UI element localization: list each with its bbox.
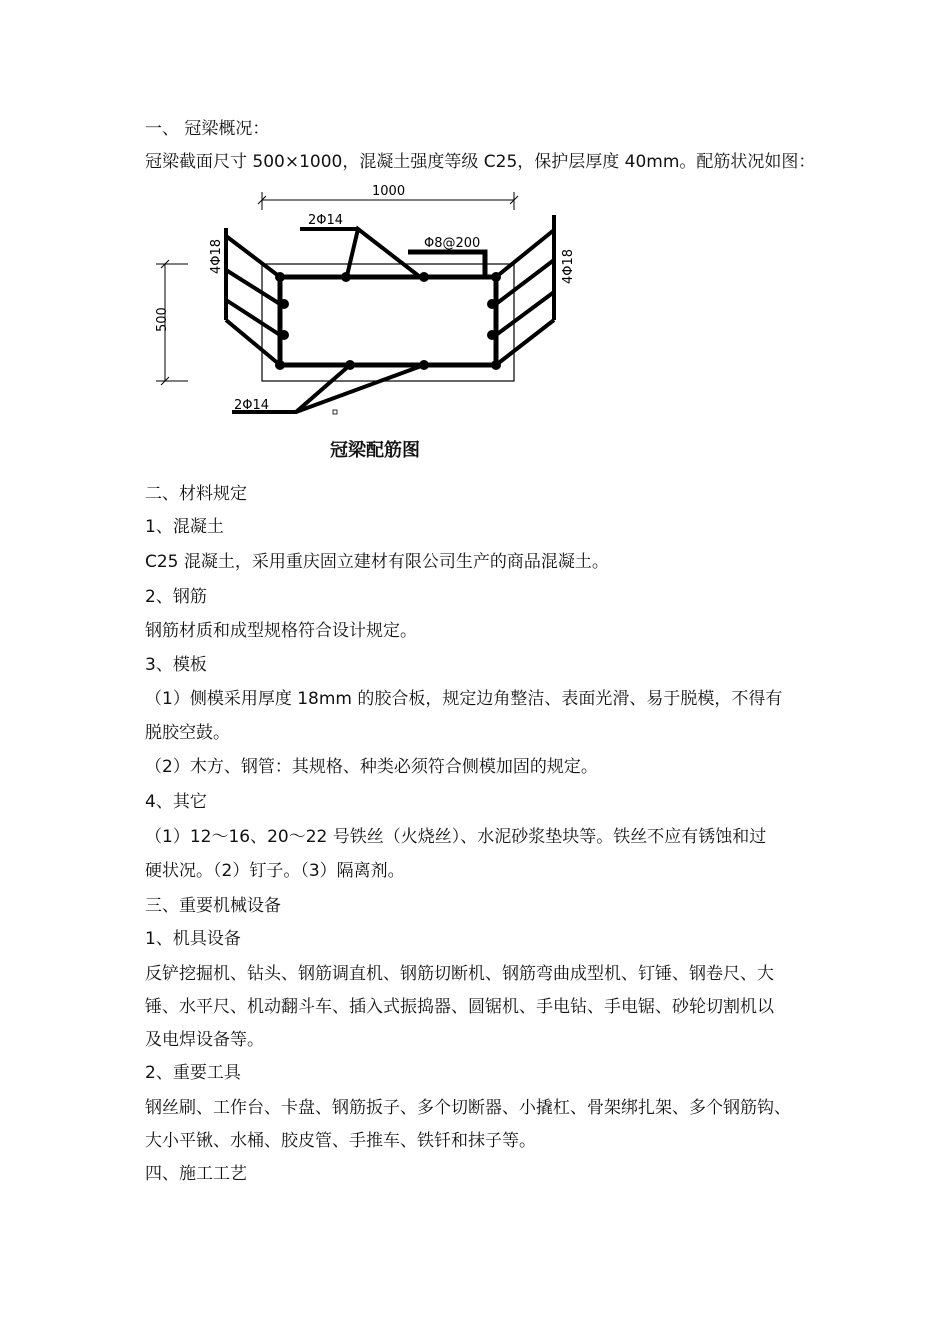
bottom-bar-label: 2Φ14 (234, 398, 270, 413)
section1-text: 冠梁截面尺寸 500×1000，混凝土强度等级 C25，保护层厚度 40mm。配筋状况如图： (145, 152, 816, 172)
left-bar-label: 4Φ18 (209, 238, 224, 274)
section3-item1-text-line1: 反铲挖掘机、钻头、钢筋调直机、钢筋切断机、钢筋弯曲成型机、钉锤、钢卷尺、大 (145, 964, 774, 984)
section2-item1-text: C25 混凝土，采用重庆固立建材有限公司生产的商品混凝土。 (145, 552, 609, 572)
section2-item2-text: 钢筋材质和成型规格符合设计规定。 (145, 621, 417, 641)
section1-heading: 一、 冠梁概况： (145, 119, 270, 139)
section3-item2-title: 2、重要工具 (145, 1063, 241, 1083)
section3-item1-title: 1、机具设备 (145, 929, 241, 949)
beam-reinforcement-figure (140, 180, 610, 470)
section2-heading: 二、材料规定 (145, 484, 247, 504)
section2-item3-text2: （2）木方、钢管：其规格、种类必须符合侧模加固的规定。 (145, 757, 598, 777)
section3-heading: 三、重要机械设备 (145, 896, 281, 916)
section2-item4-text-line1: （1）12～16、20～22 号铁丝（火烧丝）、水泥砂浆垫块等。铁丝不应有锈蚀和过 (145, 827, 767, 847)
section2-item3-title: 3、模板 (145, 655, 207, 675)
right-bar-label: 4Φ18 (561, 248, 576, 284)
section2-item2-title: 2、钢筋 (145, 587, 207, 607)
stirrup-label: Φ8@200 (424, 236, 481, 251)
top-bar-label: 2Φ14 (308, 213, 344, 228)
section2-item4-text-line2: 硬状况。（2）钉子。（3）隔离剂。 (145, 861, 405, 881)
section3-item1-text-line2: 锤、水平尺、机动翻斗车、插入式振捣器、圆锯机、手电钻、手电锯、砂轮切割机以 (145, 997, 774, 1017)
section3-item2-text-line1: 钢丝刷、工作台、卡盘、钢筋扳子、多个切断器、小撬杠、骨架绑扎架、多个钢筋钩、 (145, 1098, 791, 1118)
section4-heading: 四、施工工艺 (145, 1164, 247, 1184)
stirrup (280, 277, 496, 365)
height-dimension-label: 500 (155, 307, 170, 332)
section2-item3-text-line1: （1）侧模采用厚度 18mm 的胶合板，规定边角整洁、表面光滑、易于脱模，不得有 (145, 689, 783, 709)
section2-item3-text-line2: 脱胶空鼓。 (145, 723, 230, 743)
section3-item1-text-line3: 及电焊设备等。 (145, 1030, 264, 1050)
beam-drawing (140, 180, 610, 436)
section3-item2-text-line2: 大小平锹、水桶、胶皮管、手推车、铁钎和抹子等。 (145, 1131, 536, 1151)
width-dimension-label: 1000 (372, 184, 406, 199)
section2-item1-title: 1、混凝土 (145, 517, 224, 537)
section2-item4-title: 4、其它 (145, 792, 207, 812)
figure-caption: 冠梁配筋图 (330, 440, 420, 461)
